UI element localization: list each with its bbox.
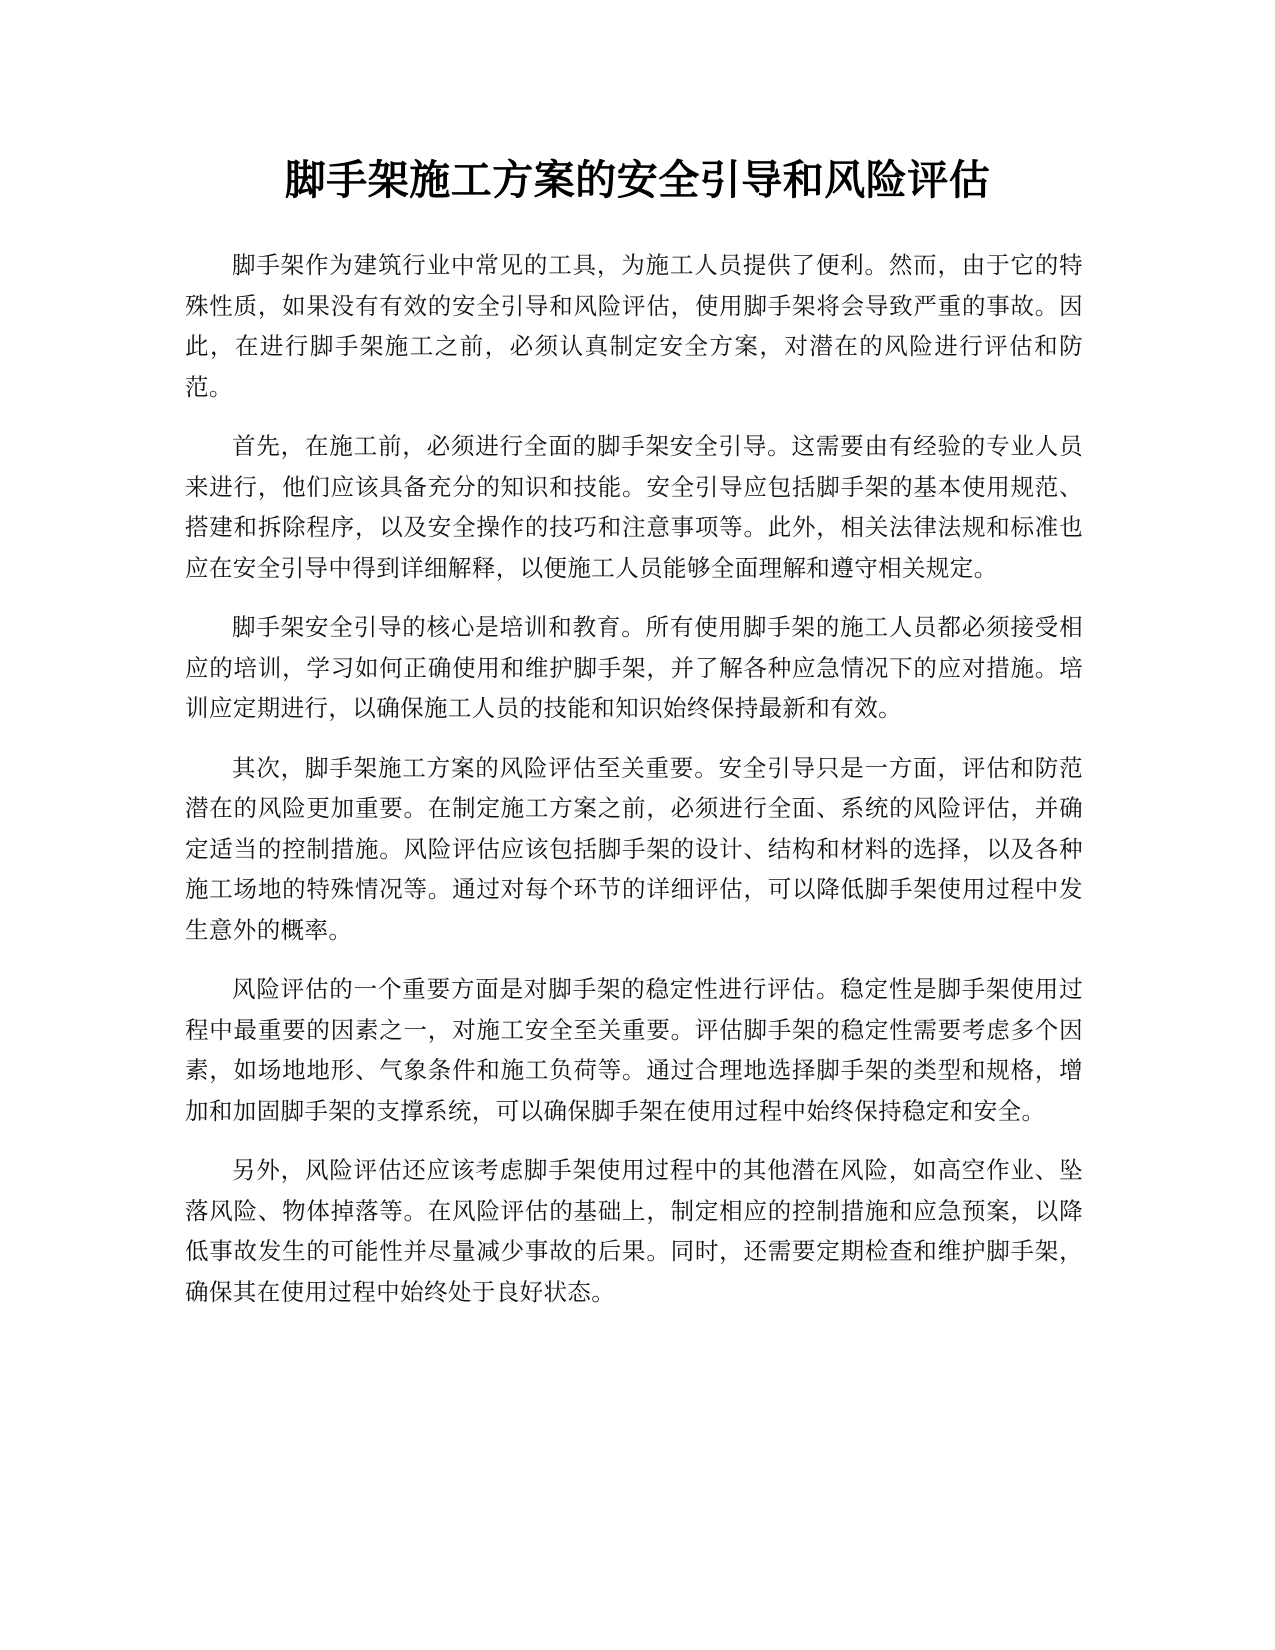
paragraph-5: 风险评估的一个重要方面是对脚手架的稳定性进行评估。稳定性是脚手架使用过程中最重要的因素之一，对施工安全至关重要。评估脚手架的稳定性需要考虑多个因素，如场地地形、气象条件和施工负荷等。通过合理地选择脚手架的类型和规格，增加和加固脚手架的支撑系统，可以确保脚手架在使用过程中始终保持稳定和安全。 [185,975,1083,1125]
paragraph-3: 脚手架安全引导的核心是培训和教育。所有使用脚手架的施工人员都必须接受相应的培训，学习如何正确使用和维护脚手架，并了解各种应急情况下的应对措施。培训应定期进行，以确保施工人员的技能和知识始终保持最新和有效。 [185,613,1083,722]
paragraph-4: 其次，脚手架施工方案的风险评估至关重要。安全引导只是一方面，评估和防范潜在的风险更加重要。在制定施工方案之前，必须进行全面、系统的风险评估，并确定适当的控制措施。风险评估应该包括脚手架的设计、结构和材料的选择，以及各种施工场地的特殊情况等。通过对每个环节的详细评估，可以降低脚手架使用过程中发生意外的概率。 [185,753,1083,944]
document-body [185,245,1083,1331]
document-title: 脚手架施工方案的安全引导和风险评估 [284,156,991,204]
paragraph-1: 脚手架作为建筑行业中常见的工具，为施工人员提供了便利。然而，由于它的特殊性质，如果没有有效的安全引导和风险评估，使用脚手架将会导致严重的事故。因此，在进行脚手架施工之前，必须认真制定安全方案，对潜在的风险进行评估和防范。 [185,251,1083,401]
paragraph-6: 另外，风险评估还应该考虑脚手架使用过程中的其他潜在风险，如高空作业、坠落风险、物体掉落等。在风险评估的基础上，制定相应的控制措施和应急预案，以降低事故发生的可能性并尽量减少事故的后果。同时，还需要定期检查和维护脚手架，确保其在使用过程中始终处于良好状态。 [185,1156,1083,1306]
paragraph-2: 首先，在施工前，必须进行全面的脚手架安全引导。这需要由有经验的专业人员来进行，他们应该具备充分的知识和技能。安全引导应包括脚手架的基本使用规范、搭建和拆除程序，以及安全操作的技巧和注意事项等。此外，相关法律法规和标准也应在安全引导中得到详细解释，以便施工人员能够全面理解和遵守相关规定。 [185,432,1083,582]
